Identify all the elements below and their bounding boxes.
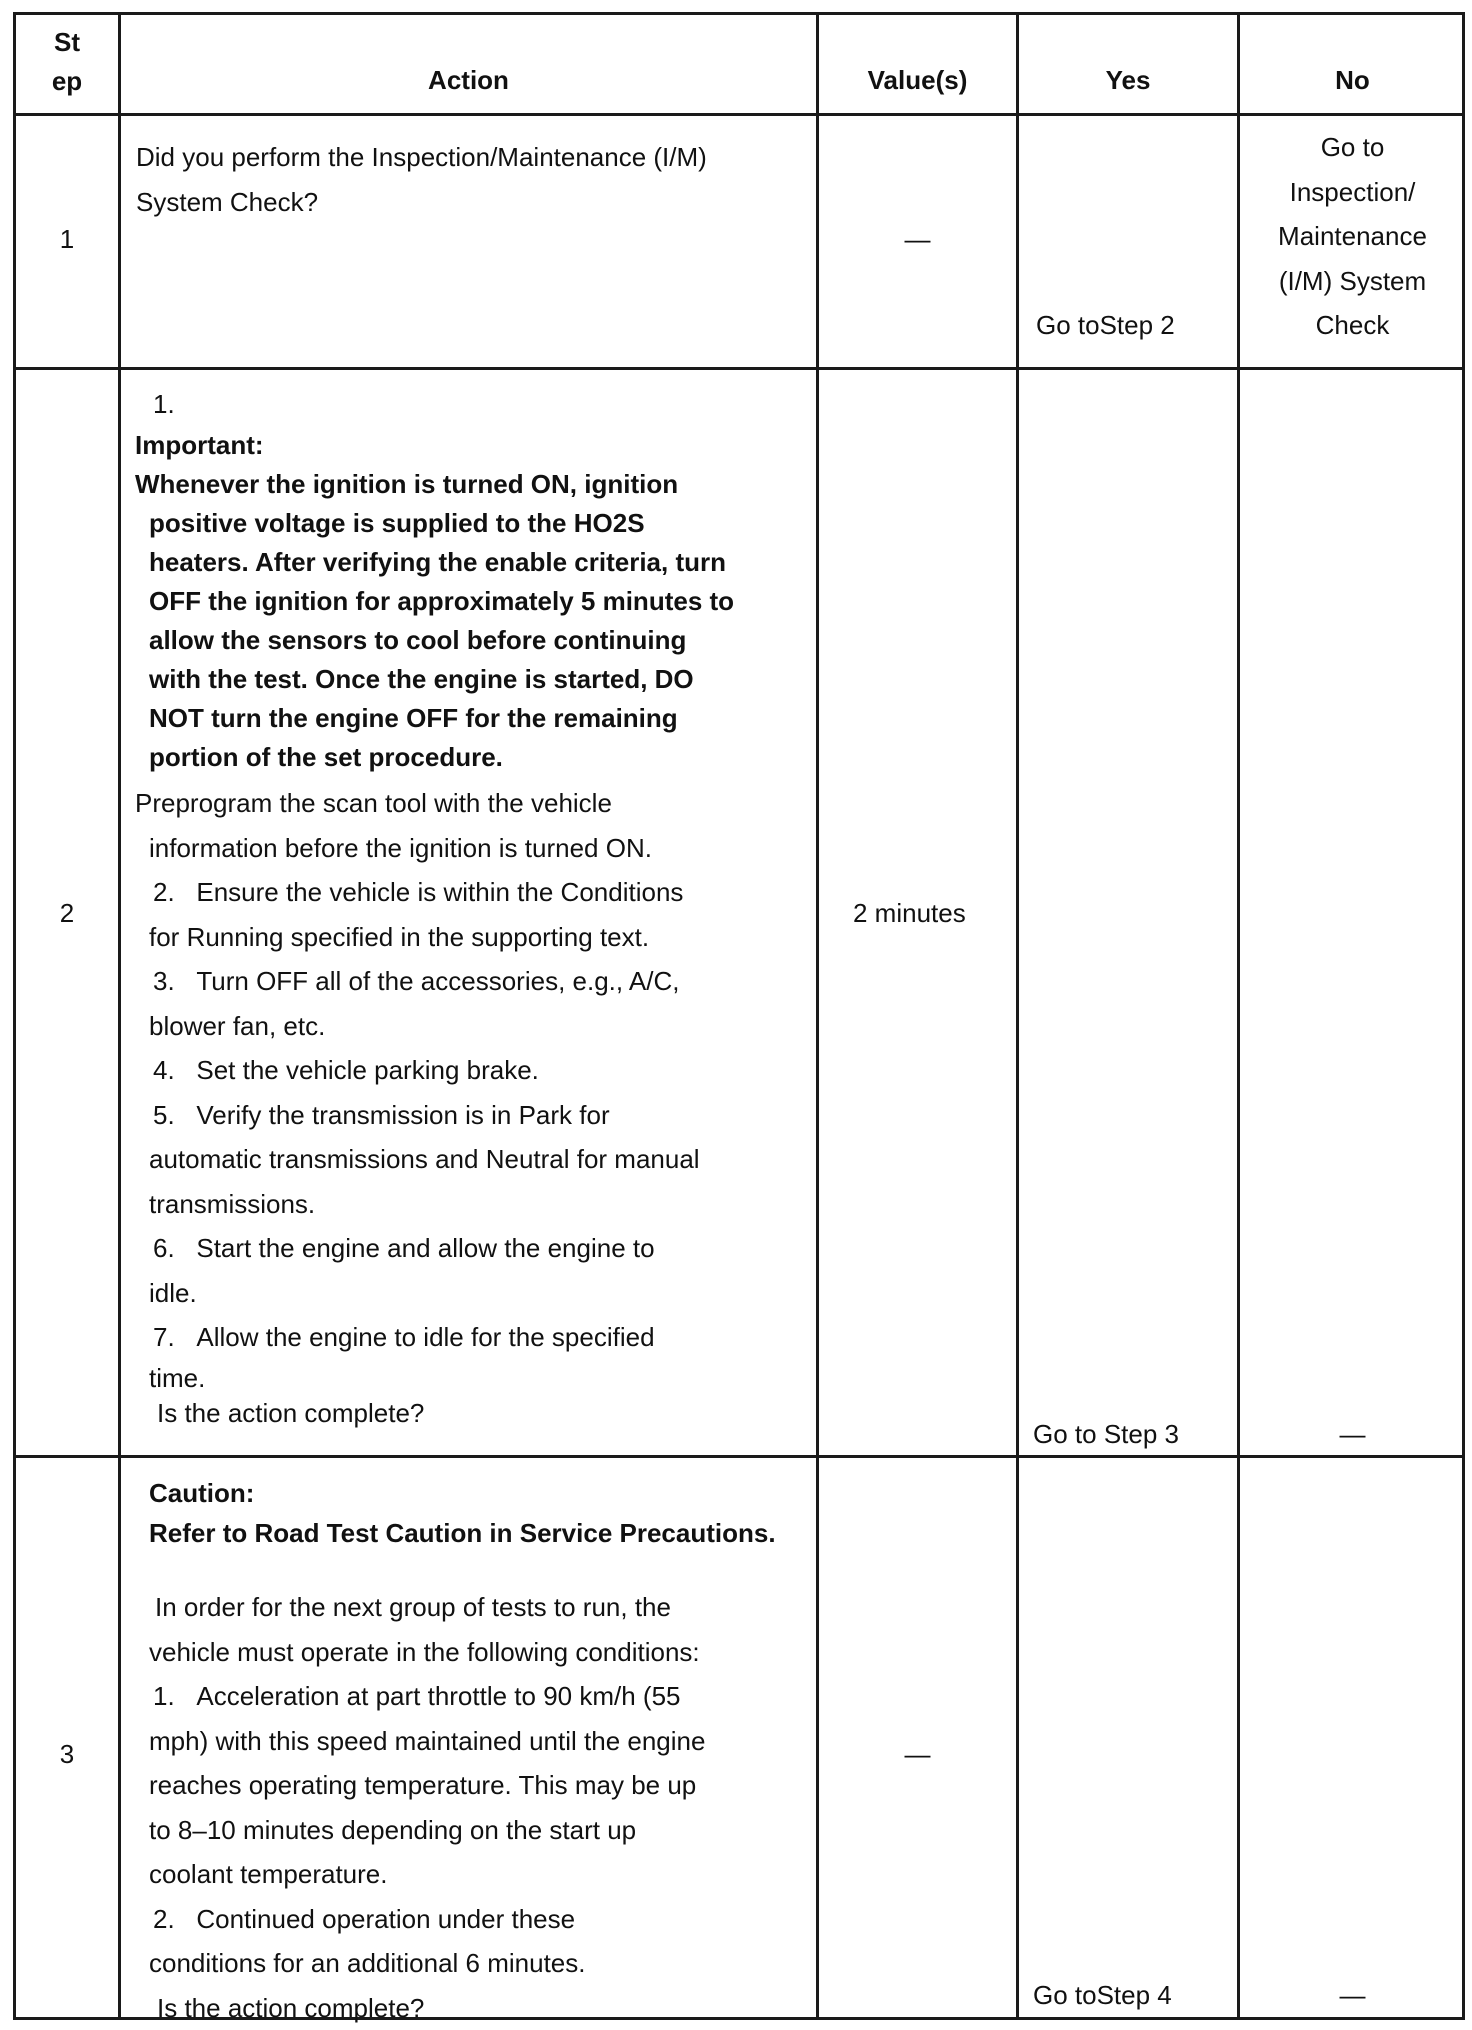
step-text: idle.	[149, 1277, 197, 1308]
important-text	[121, 465, 811, 777]
caution-label: Caution:	[149, 1478, 255, 1508]
no-line: Inspection/	[1289, 176, 1416, 207]
row-2-value: 2 minutes	[853, 898, 966, 928]
step-number: 1.	[153, 389, 175, 419]
step-item	[121, 1093, 811, 1138]
header-yes: Yes	[1105, 65, 1151, 95]
step-number: 6.	[153, 1233, 175, 1263]
important-label: Important:	[135, 430, 264, 460]
step-text: mph) with this speed maintained until the engine	[149, 1725, 706, 1756]
no-line: (I/M) System	[1278, 265, 1427, 296]
row-divider	[16, 367, 1462, 370]
step-number: 7.	[153, 1322, 175, 1352]
step-text: automatic transmissions and Neutral for manual	[149, 1144, 700, 1174]
no-line: Maintenance	[1278, 221, 1427, 251]
header-no: No	[1335, 65, 1370, 95]
important-line: OFF the ignition for approximately 5 minutes to	[149, 586, 735, 616]
action-line: System Check?	[136, 186, 319, 217]
step-text: Set the vehicle parking brake.	[196, 1055, 539, 1085]
column-divider	[1016, 15, 1019, 2017]
row-1-action	[136, 135, 806, 224]
step-text: for Running specified in the supporting text.	[149, 921, 650, 952]
step-item	[121, 1897, 811, 1942]
row-2-action	[121, 383, 811, 1430]
important-line: positive voltage is supplied to the HO2S	[149, 508, 645, 538]
row-1-value: —	[904, 224, 931, 254]
question: Is the action complete?	[157, 1397, 425, 1428]
action-line: Did you perform the Inspection/Maintenance (I/M)	[136, 142, 707, 172]
important-line: NOT turn the engine OFF for the remaining	[149, 703, 678, 733]
column-divider	[816, 15, 819, 2017]
caution-text: Refer to Road Test Caution in Service Precautions.	[149, 1518, 776, 1548]
step-item	[121, 1226, 811, 1271]
preprogram-line: Preprogram the scan tool with the vehicle	[135, 788, 612, 818]
step-text: time.	[149, 1362, 206, 1393]
row-3-step: 3	[59, 1739, 75, 1769]
step-text: transmissions.	[149, 1188, 316, 1219]
step-text: reaches operating temperature. This may be up	[149, 1770, 697, 1800]
step-text: blower fan, etc.	[149, 1010, 326, 1041]
no-line: Go to	[1320, 132, 1385, 162]
header-values: Value(s)	[867, 65, 968, 95]
no-line: Check	[1315, 310, 1390, 340]
step-number: 2.	[153, 877, 175, 907]
step-item	[121, 1048, 811, 1093]
step-text: Allow the engine to idle for the specified	[196, 1322, 655, 1352]
important-line: allow the sensors to cool before continuing	[149, 625, 687, 655]
step-text: Start the engine and allow the engine to	[196, 1233, 655, 1263]
question: Is the action complete?	[157, 1992, 425, 2023]
step-text: conditions for an additional 6 minutes.	[149, 1948, 586, 1978]
step-item	[121, 870, 811, 915]
step-text: Ensure the vehicle is within the Conditions	[196, 877, 684, 907]
row-3-no: —	[1339, 1980, 1366, 2010]
row-2-no: —	[1339, 1419, 1366, 1449]
row-2-yes: Go to Step 3	[1033, 1419, 1179, 1449]
procedure-table	[13, 12, 1465, 2023]
step-text: Continued operation under these	[196, 1903, 576, 1934]
step-item	[121, 959, 811, 1004]
step-item	[121, 1674, 811, 1719]
important-line: heaters. After verifying the enable criteria, turn	[149, 547, 726, 577]
header-step	[16, 23, 118, 101]
row-2-step: 2	[59, 898, 75, 928]
step-item	[121, 1315, 811, 1360]
step-number: 2.	[153, 1903, 175, 1934]
row-1-yes: Go toStep 2	[1036, 310, 1175, 340]
intro-line: vehicle must operate in the following conditions:	[149, 1636, 700, 1667]
preprogram-line: information before the ignition is turned ON.	[149, 832, 652, 863]
step-text: Turn OFF all of the accessories, e.g., A/C,	[196, 966, 680, 996]
important-line: with the test. Once the engine is started, DO	[149, 664, 694, 694]
header-action: Action	[428, 65, 509, 95]
row-3-action	[121, 1473, 811, 2030]
header-step-line: St	[54, 27, 80, 57]
step-number: 3.	[153, 966, 175, 996]
header-step-line: ep	[51, 66, 83, 96]
intro-line: In order for the next group of tests to run, the	[155, 1592, 671, 1622]
step-text: coolant temperature.	[149, 1859, 388, 1889]
row-3-yes: Go toStep 4	[1033, 1980, 1172, 2010]
important-line: portion of the set procedure.	[149, 742, 503, 772]
step-text: Acceleration at part throttle to 90 km/h (55	[196, 1681, 681, 1711]
step-number: 4.	[153, 1055, 175, 1085]
row-1-step: 1	[59, 224, 75, 254]
step-number: 1.	[153, 1681, 175, 1711]
step-text: to 8–10 minutes depending on the start up	[149, 1814, 637, 1845]
step-text: Verify the transmission is in Park for	[196, 1099, 610, 1130]
row-1-no	[1240, 125, 1465, 348]
row-3-value: —	[904, 1739, 931, 1769]
important-line: Whenever the ignition is turned ON, ignition	[135, 469, 679, 499]
step-number: 5.	[153, 1099, 175, 1130]
header-divider	[16, 113, 1462, 116]
